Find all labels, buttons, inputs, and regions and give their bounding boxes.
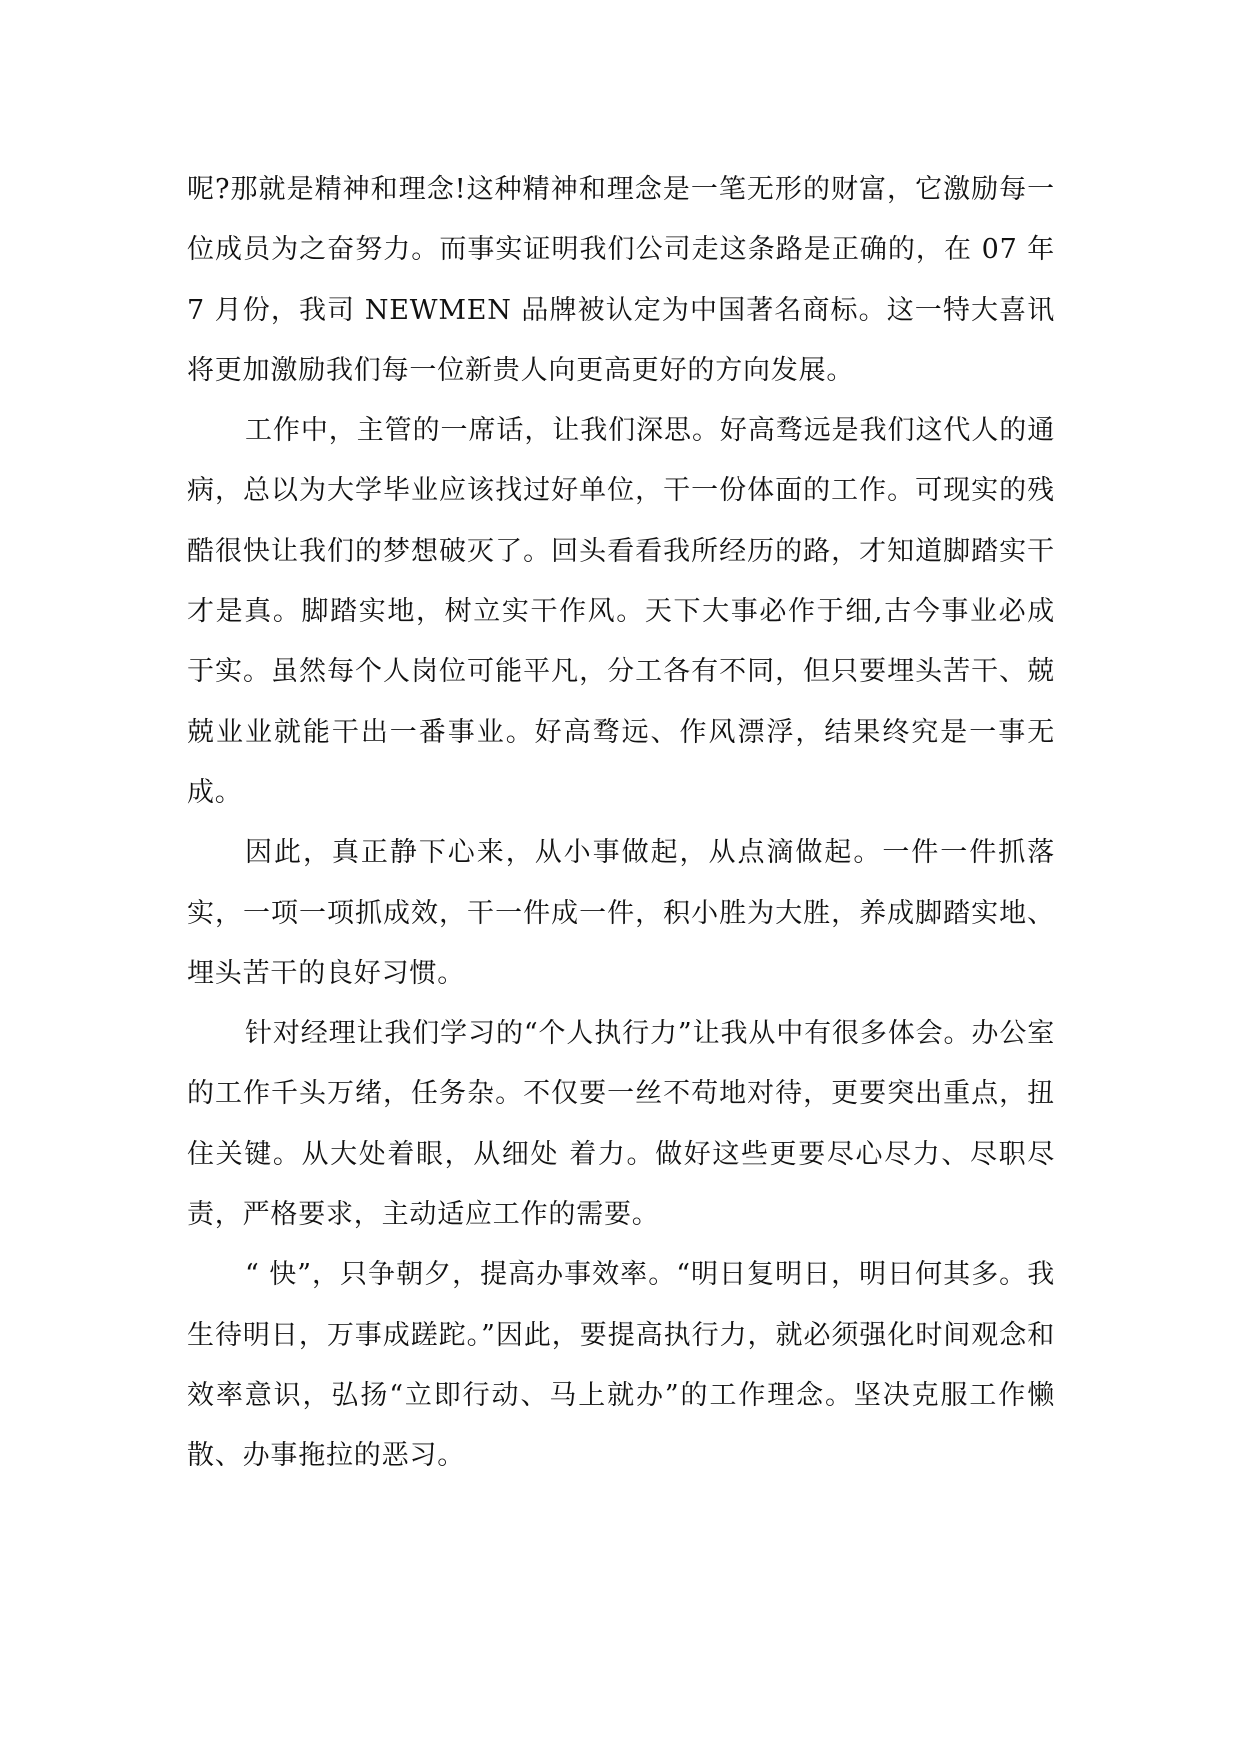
- paragraph-2: 工作中，主管的一席话，让我们深思。好高骛远是我们这代人的通病，总以为大学毕业应该找过好单位，干一份体面的工作。可现实的残酷很快让我们的梦想破灭了。回头看看我所经历的路，才知道脚踏实干才是真。脚踏实地，树立实干作风。天下大事必作于细,古今事业必成于实。虽然每个人岗位可能平凡，分工各有不同，但只要埋头苦干、兢兢业业就能干出一番事业。好高骛远、作风漂浮，结果终究是一事无成。: [187, 415, 1055, 808]
- paragraph-4: 针对经理让我们学习的“个人执行力”让我从中有很多体会。办公室的工作千头万绪，任务杂。不仅要一丝不苟地对待，更要突出重点，扭住关键。从大处着眼，从细处 着力。做好这些更要尽心尽力、尽职尽责，严格要求，主动适应工作的需要。: [187, 1018, 1055, 1231]
- document-body: [187, 160, 1055, 1487]
- paragraph-1: 呢?那就是精神和理念!这种精神和理念是一笔无形的财富，它激励每一位成员为之奋努力。而事实证明我们公司走这条路是正确的，在 07 年 7 月份，我司 NEWMEN 品牌被认定为中国著名商标。这一特大喜讯将更加激励我们每一位新贵人向更高更好的方向发展。: [187, 174, 1055, 386]
- paragraph-5: “ 快”，只争朝夕，提高办事效率。“明日复明日，明日何其多。我生待明日，万事成蹉跎。”因此，要提高执行力，就必须强化时间观念和效率意识，弘扬“立即行动、马上就办”的工作理念。坚决克服工作懒散、办事拖拉的恶习。: [187, 1259, 1055, 1472]
- paragraph-3: 因此，真正静下心来，从小事做起，从点滴做起。一件一件抓落实，一项一项抓成效，干一件成一件，积小胜为大胜，养成脚踏实地、埋头苦干的良好习惯。: [187, 837, 1055, 989]
